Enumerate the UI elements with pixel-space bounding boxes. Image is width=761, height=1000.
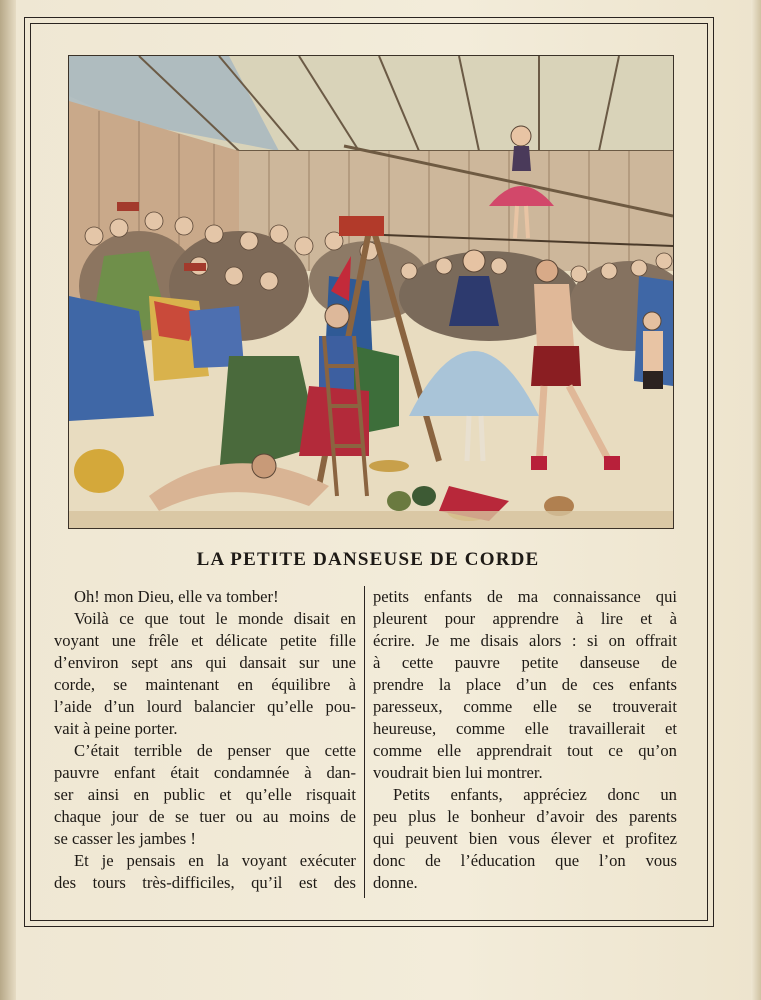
- text-line: [373, 850, 677, 872]
- word: bien: [468, 829, 498, 848]
- word: d’avoir: [536, 807, 585, 826]
- word: pou-: [325, 697, 356, 716]
- word: ce: [608, 741, 623, 760]
- word: une: [111, 631, 136, 650]
- word: ce: [119, 609, 135, 628]
- word: dansait: [239, 653, 287, 672]
- word: de: [487, 587, 503, 606]
- word: de: [661, 653, 677, 672]
- text-line: [373, 806, 677, 828]
- text-line: [373, 674, 677, 696]
- text-line: donne.: [373, 873, 418, 892]
- word: donc: [607, 785, 640, 804]
- word: alors: [529, 631, 562, 650]
- text-line: [54, 806, 356, 828]
- word: corde,: [54, 675, 95, 694]
- word: l’éducation: [460, 851, 536, 870]
- word: petite: [279, 631, 317, 650]
- word: élever: [550, 829, 592, 848]
- word: à: [669, 609, 677, 628]
- word: le: [447, 807, 460, 826]
- word: tours: [92, 873, 126, 892]
- word: le: [215, 609, 228, 628]
- text-line: [373, 630, 677, 652]
- word: et: [640, 609, 653, 628]
- word: penser: [227, 741, 271, 760]
- word: délicate: [215, 631, 268, 650]
- word: et: [191, 631, 204, 650]
- word: en: [340, 609, 356, 628]
- right-column: [373, 586, 677, 894]
- word: écrire.: [373, 631, 415, 650]
- word: de: [561, 675, 578, 694]
- word: qui: [655, 587, 677, 606]
- word: qu’il: [251, 873, 283, 892]
- text-line: [54, 850, 356, 872]
- word: peu: [373, 807, 397, 826]
- word: enfant: [114, 763, 156, 782]
- word: dan-: [326, 763, 356, 782]
- word: terrible: [134, 741, 182, 760]
- text-line: [54, 784, 356, 806]
- word: petits: [373, 587, 409, 606]
- word: voyant: [241, 851, 287, 870]
- word: en: [188, 851, 204, 870]
- word: Je: [425, 631, 440, 650]
- word: condamnée: [213, 763, 290, 782]
- word: public: [163, 785, 205, 804]
- word: la: [438, 675, 451, 694]
- text-line: vait à peine porter.: [54, 719, 178, 738]
- word: elle: [524, 719, 549, 738]
- text-line: [54, 762, 356, 784]
- word: appréciez: [523, 785, 587, 804]
- left-column: [54, 586, 356, 894]
- word: des: [333, 873, 356, 892]
- word: pleurent: [373, 609, 428, 628]
- word: exécuter: [299, 851, 356, 870]
- word: vous: [508, 829, 540, 848]
- word: place: [466, 675, 502, 694]
- word: elle: [437, 741, 462, 760]
- word: des: [595, 807, 618, 826]
- text-line: se casser les jambes !: [54, 829, 196, 848]
- word: à: [576, 609, 584, 628]
- word: maintenant: [145, 675, 220, 694]
- word: travaillerait: [568, 719, 646, 738]
- text-line: [54, 674, 356, 696]
- word: l’on: [598, 851, 626, 870]
- word: sur: [299, 653, 320, 672]
- word: enfants: [629, 675, 677, 694]
- word: elle: [533, 697, 557, 716]
- word: peuvent: [405, 829, 458, 848]
- word: comme: [463, 697, 513, 716]
- word: Voilà: [74, 609, 109, 628]
- word: ser: [54, 785, 74, 804]
- word: à: [304, 763, 312, 782]
- word: qu’on: [638, 741, 677, 760]
- word: comme: [373, 741, 422, 760]
- word: frêle: [148, 631, 179, 650]
- page-gutter: [0, 0, 16, 1000]
- word: tout: [567, 741, 593, 760]
- text-line: [373, 784, 677, 806]
- text-line: [373, 828, 677, 850]
- word: apprendre: [492, 609, 559, 628]
- word: paresseux,: [373, 697, 443, 716]
- tightrope-illustration: [68, 55, 674, 529]
- text-line: voudrait bien lui montrer.: [373, 763, 543, 782]
- word: se: [113, 675, 128, 694]
- word: monde: [238, 609, 284, 628]
- boy: [643, 312, 663, 389]
- word: et: [602, 829, 615, 848]
- word: donc: [373, 851, 406, 870]
- text-line: [54, 696, 356, 718]
- word: C’était: [74, 741, 120, 760]
- word: de: [196, 741, 213, 760]
- word: moins: [289, 807, 330, 826]
- text-line: [54, 740, 356, 762]
- word: très-difficiles,: [142, 873, 235, 892]
- word: et: [664, 719, 677, 738]
- text-line: [373, 652, 677, 674]
- word: qui: [205, 653, 227, 672]
- word: comme: [456, 719, 505, 738]
- word: heureuse,: [373, 719, 437, 738]
- word: l’aide: [54, 697, 92, 716]
- word: et: [219, 785, 232, 804]
- word: de: [148, 807, 165, 826]
- word: qui: [373, 829, 395, 848]
- word: enfants: [424, 587, 472, 606]
- word: tuer: [199, 807, 226, 826]
- text-line: [373, 586, 677, 608]
- word: se: [175, 807, 189, 826]
- word: se: [577, 697, 592, 716]
- word: lourd: [146, 697, 182, 716]
- word: à: [348, 675, 356, 694]
- text-line: [54, 872, 356, 894]
- word: est: [298, 873, 318, 892]
- word: de: [340, 807, 356, 826]
- word: chaque: [54, 807, 101, 826]
- word: qu’elle: [267, 697, 314, 716]
- word: en: [133, 785, 150, 804]
- page-edge: [751, 0, 761, 1000]
- word: pauvre: [54, 763, 100, 782]
- word: était: [170, 763, 199, 782]
- word: vous: [645, 851, 677, 870]
- word: une: [332, 653, 356, 672]
- word: cette: [324, 741, 356, 760]
- word: disais: [480, 631, 519, 650]
- word: jour: [111, 807, 139, 826]
- word: Petits: [393, 785, 430, 804]
- word: fille: [329, 631, 356, 650]
- word: d’un: [516, 675, 547, 694]
- word: me: [449, 631, 471, 650]
- word: trouverait: [612, 697, 677, 716]
- text-line: [373, 608, 677, 630]
- page-title: LA PETITE DANSEUSE DE CORDE: [196, 549, 540, 570]
- word: que: [555, 851, 580, 870]
- word: ou: [235, 807, 253, 826]
- word: à: [373, 653, 381, 672]
- word: pauvre: [454, 653, 500, 672]
- word: d’environ: [54, 653, 119, 672]
- word: :: [571, 631, 577, 650]
- word: disait: [293, 609, 330, 628]
- text-line: [373, 740, 677, 762]
- word: risquait: [306, 785, 356, 804]
- word: en: [237, 675, 254, 694]
- word: ma: [517, 587, 539, 606]
- word: lire: [600, 609, 623, 628]
- word: tout: [179, 609, 205, 628]
- word: des: [54, 873, 77, 892]
- word: ainsi: [87, 785, 120, 804]
- word: voyant: [54, 631, 100, 650]
- word: équilibre: [271, 675, 331, 694]
- word: ans: [170, 653, 193, 672]
- word: cette: [401, 653, 434, 672]
- word: au: [262, 807, 279, 826]
- word: pour: [444, 609, 476, 628]
- word: d’un: [104, 697, 135, 716]
- word: que: [144, 609, 169, 628]
- word: prendre: [373, 675, 424, 694]
- column-divider: [364, 586, 365, 898]
- word: apprendrait: [476, 741, 552, 760]
- word: enfants,: [450, 785, 503, 804]
- word: pensais: [126, 851, 176, 870]
- word: de: [425, 851, 441, 870]
- word: ces: [592, 675, 614, 694]
- text-line: Oh! mon Dieu, elle va tomber!: [74, 587, 279, 606]
- word: je: [101, 851, 114, 870]
- word: la: [216, 851, 229, 870]
- word: connaissance: [553, 587, 641, 606]
- word: que: [285, 741, 310, 760]
- engraving-drawing: [69, 56, 673, 528]
- word: balancier: [194, 697, 255, 716]
- text-line: [54, 630, 356, 652]
- word: danseuse: [579, 653, 640, 672]
- word: offrait: [635, 631, 677, 650]
- word: sept: [131, 653, 158, 672]
- word: Et: [74, 851, 89, 870]
- text-line: [373, 718, 677, 740]
- word: qu’elle: [245, 785, 292, 804]
- word: un: [660, 785, 677, 804]
- word: profitez: [625, 829, 677, 848]
- text-line: [54, 652, 356, 674]
- text-line: [54, 608, 356, 630]
- word: on: [608, 631, 626, 650]
- trestle-top: [339, 216, 384, 236]
- word: petite: [521, 653, 559, 672]
- floor: [69, 511, 673, 528]
- word: bonheur: [470, 807, 525, 826]
- word: parents: [629, 807, 677, 826]
- word: si: [587, 631, 599, 650]
- text-line: [373, 696, 677, 718]
- word: plus: [408, 807, 436, 826]
